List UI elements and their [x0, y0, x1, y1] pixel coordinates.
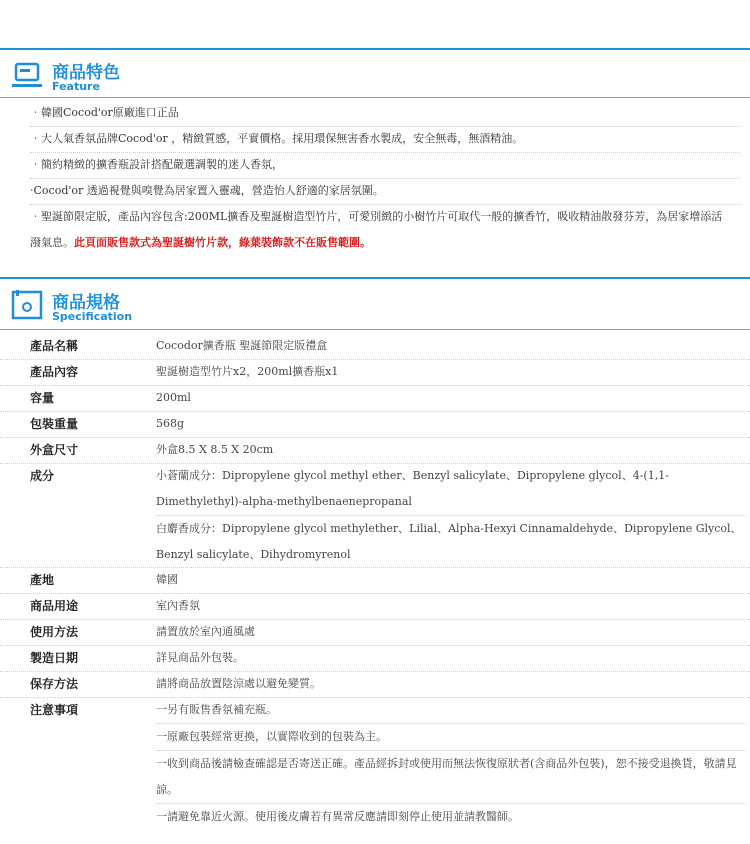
note-line: 一原廠包裝經常更換，以實際收到的包裝為主。 — [156, 724, 746, 751]
spec-value: 韓國 — [156, 573, 178, 586]
feature-item-text: ‧聖誕節限定版，產品內容包含:200ML擴香及聖誕樹造型竹片，可愛別緻的小樹竹片可取代一般的擴香竹，吸收精油散發芬芳，為居家增添活潑氣息。 — [30, 210, 723, 249]
document-icon — [10, 288, 44, 322]
spec-row — [0, 411, 750, 438]
note-line: 一請避免靠近火源。使用後皮膚若有異常反應請即刻停止使用並請教醫師。 — [156, 810, 519, 823]
spec-row-ingredients — [0, 463, 750, 568]
feature-subtitle: Feature — [52, 80, 100, 93]
spec-value: Cocodor擴香瓶 聖誕節限定版禮盒 — [156, 339, 328, 352]
spec-row — [0, 333, 750, 360]
computer-icon — [10, 58, 44, 92]
note-line: 一收到商品後請檢查確認是否寄送正確。產品經拆封或使用而無法恢復原狀者(含商品外包裝)，恕不接受退換貨，敬請見諒。 — [156, 751, 746, 804]
spec-label: 成分 — [30, 469, 55, 483]
spec-row — [0, 437, 750, 464]
ingredient-line: 小蒼蘭成分：Dipropylene glycol methyl ether、Benzyl salicylate、Dipropylene glycol、4-(1,1-Dimethylethyl)-alpha-methylbenaenepropanal — [156, 463, 746, 516]
feature-item: ‧簡約精緻的擴香瓶設計搭配嚴選調製的迷人香氛， — [30, 152, 740, 179]
spec-row — [0, 593, 750, 620]
feature-title: 商品特色 — [52, 63, 120, 83]
feature-item: ‧韓國Cocod'or原廠進口正品 — [30, 100, 740, 127]
spec-value — [156, 463, 746, 568]
spec-label: 包裝重量 — [30, 417, 79, 431]
spec-row — [0, 645, 750, 672]
spec-value: 詳見商品外包裝。 — [156, 651, 244, 664]
spec-value: 請置放於室內通風處 — [156, 625, 255, 638]
spec-row — [0, 619, 750, 646]
note-line: 一另有販售香氛補充瓶。 — [156, 697, 746, 724]
spec-label: 產品內容 — [30, 365, 79, 379]
ingredient-line: 白麝香成分：Dipropylene glycol methylether、Lilial、Alpha-Hexyi Cinnamaldehyde、Dipropylene Glycol、Benzyl salicylate、Dihydromyrenol — [156, 522, 742, 561]
spec-label: 產地 — [30, 573, 55, 587]
spec-value — [156, 697, 746, 830]
feature-item: ‧Cocod'or 透過視覺與嗅覺為居家置入靈魂，營造怡人舒適的家居氛圍。 — [30, 178, 740, 205]
spec-title: 商品規格 — [52, 293, 120, 313]
spec-row-notes — [0, 697, 750, 827]
top-accent-line — [0, 48, 750, 50]
spec-row — [0, 671, 750, 698]
spec-divider — [0, 329, 750, 330]
spec-value: 外盒8.5 X 8.5 X 20cm — [156, 443, 274, 456]
spec-value: 568g — [156, 417, 185, 430]
spec-label: 注意事項 — [30, 703, 79, 717]
spec-row — [0, 567, 750, 594]
feature-item: ‧大人氣香氛品牌Cocod'or ，精緻質感，平實價格。採用環保無害香水製成，安全無毒，無酒精油。 — [30, 126, 740, 153]
feature-header — [10, 58, 310, 98]
spec-label: 保存方法 — [30, 677, 79, 691]
feature-warning-text: 此頁面販售款式為聖誕樹竹片款，綠葉裝飾款不在販售範圍。 — [74, 236, 371, 249]
spec-row — [0, 359, 750, 386]
spec-value: 請將商品放置陰涼處以避免變質。 — [156, 677, 321, 690]
spec-label: 容量 — [30, 391, 55, 405]
spec-label: 製造日期 — [30, 651, 79, 665]
feature-item-christmas — [30, 204, 730, 256]
spec-value: 聖誕樹造型竹片x2，200ml擴香瓶x1 — [156, 365, 339, 378]
spec-subtitle: Specification — [52, 310, 133, 323]
spec-label: 使用方法 — [30, 625, 79, 639]
spec-label: 商品用途 — [30, 599, 79, 613]
spec-header — [10, 288, 310, 328]
spec-label: 產品名稱 — [30, 339, 79, 353]
spec-label: 外盒尺寸 — [30, 443, 79, 457]
spec-value: 室內香氛 — [156, 599, 200, 612]
spec-accent-line — [0, 277, 750, 279]
spec-value: 200ml — [156, 391, 191, 404]
spec-row — [0, 385, 750, 412]
feature-divider — [0, 97, 750, 98]
